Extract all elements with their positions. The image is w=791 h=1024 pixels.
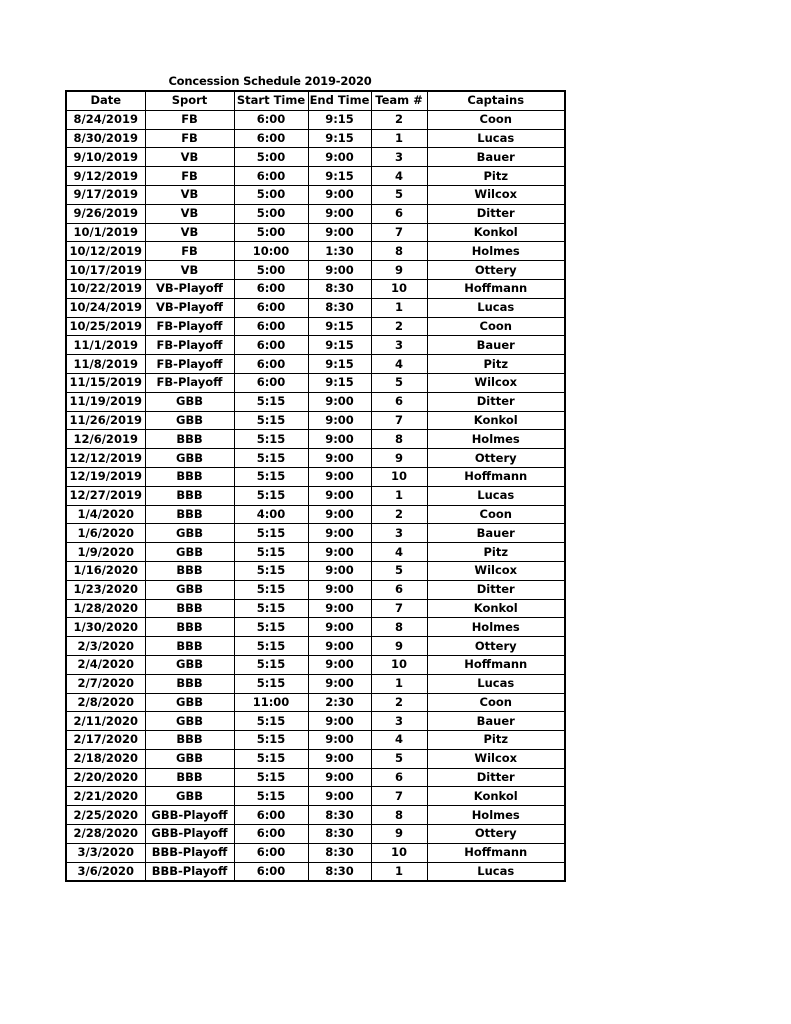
table-row [66,373,565,392]
cell-date: 1/28/2020 [66,599,145,618]
cell-sport: BBB [145,618,234,637]
cell-date: 11/26/2019 [66,411,145,430]
cell-team-number: 10 [371,467,427,486]
cell-end-time: 9:00 [308,185,371,204]
table-row [66,637,565,656]
cell-sport: BBB [145,430,234,449]
cell-sport: VB-Playoff [145,279,234,298]
cell-date: 1/30/2020 [66,618,145,637]
cell-team-number: 4 [371,167,427,186]
cell-sport: VB [145,185,234,204]
cell-end-time: 8:30 [308,825,371,844]
cell-start-time: 5:15 [234,618,308,637]
table-row [66,843,565,862]
cell-start-time: 6:00 [234,110,308,129]
cell-date: 9/12/2019 [66,167,145,186]
cell-team-number: 4 [371,355,427,374]
cell-start-time: 5:15 [234,768,308,787]
cell-captain: Ottery [427,449,565,468]
table-row [66,411,565,430]
cell-team-number: 1 [371,674,427,693]
cell-sport: VB-Playoff [145,298,234,317]
cell-sport: FB-Playoff [145,336,234,355]
cell-date: 11/15/2019 [66,373,145,392]
cell-end-time: 9:00 [308,223,371,242]
cell-team-number: 10 [371,655,427,674]
cell-sport: VB [145,223,234,242]
cell-end-time: 9:00 [308,261,371,280]
table-row [66,430,565,449]
cell-date: 11/1/2019 [66,336,145,355]
cell-sport: BBB [145,674,234,693]
cell-start-time: 6:00 [234,317,308,336]
cell-sport: FB-Playoff [145,355,234,374]
cell-start-time: 5:15 [234,486,308,505]
cell-captain: Konkol [427,411,565,430]
cell-end-time: 9:00 [308,580,371,599]
cell-end-time: 8:30 [308,843,371,862]
table-row [66,242,565,261]
cell-end-time: 9:00 [308,148,371,167]
cell-captain: Wilcox [427,561,565,580]
cell-sport: BBB-Playoff [145,843,234,862]
cell-captain: Pitz [427,731,565,750]
cell-team-number: 4 [371,731,427,750]
table-row [66,543,565,562]
cell-team-number: 2 [371,505,427,524]
table-row [66,129,565,148]
cell-captain: Lucas [427,298,565,317]
table-row [66,336,565,355]
cell-start-time: 5:00 [234,185,308,204]
header-start-time: Start Time [234,91,308,110]
table-row [66,204,565,223]
cell-date: 10/17/2019 [66,261,145,280]
cell-captain: Hoffmann [427,279,565,298]
cell-sport: BBB [145,561,234,580]
cell-sport: GBB-Playoff [145,825,234,844]
table-row [66,298,565,317]
cell-start-time: 5:15 [234,411,308,430]
cell-start-time: 6:00 [234,843,308,862]
cell-captain: Wilcox [427,749,565,768]
cell-start-time: 5:15 [234,430,308,449]
table-row [66,317,565,336]
cell-sport: GBB [145,543,234,562]
cell-captain: Coon [427,505,565,524]
header-row [66,91,565,110]
cell-sport: GBB [145,787,234,806]
table-row [66,279,565,298]
cell-date: 2/4/2020 [66,655,145,674]
cell-end-time: 9:00 [308,731,371,750]
table-row [66,223,565,242]
cell-end-time: 8:30 [308,279,371,298]
cell-captain: Holmes [427,806,565,825]
cell-date: 12/6/2019 [66,430,145,449]
table-row [66,787,565,806]
cell-end-time: 9:00 [308,505,371,524]
cell-start-time: 10:00 [234,242,308,261]
cell-sport: BBB-Playoff [145,862,234,881]
table-row [66,505,565,524]
cell-captain: Lucas [427,674,565,693]
cell-date: 9/17/2019 [66,185,145,204]
cell-end-time: 9:15 [308,317,371,336]
cell-start-time: 4:00 [234,505,308,524]
cell-sport: GBB [145,411,234,430]
cell-start-time: 5:15 [234,543,308,562]
cell-date: 3/6/2020 [66,862,145,881]
cell-end-time: 9:15 [308,167,371,186]
cell-start-time: 5:00 [234,148,308,167]
cell-team-number: 1 [371,486,427,505]
cell-end-time: 9:00 [308,392,371,411]
cell-captain: Lucas [427,486,565,505]
cell-end-time: 9:15 [308,355,371,374]
cell-start-time: 6:00 [234,167,308,186]
cell-date: 2/20/2020 [66,768,145,787]
cell-start-time: 6:00 [234,336,308,355]
cell-team-number: 7 [371,787,427,806]
cell-team-number: 8 [371,806,427,825]
cell-captain: Konkol [427,599,565,618]
cell-date: 1/6/2020 [66,524,145,543]
table-row [66,467,565,486]
cell-captain: Pitz [427,543,565,562]
cell-team-number: 6 [371,768,427,787]
table-row [66,712,565,731]
cell-date: 1/9/2020 [66,543,145,562]
cell-sport: BBB [145,467,234,486]
cell-end-time: 9:00 [308,768,371,787]
title-text: Concession Schedule 2019-2020 [168,74,372,88]
cell-end-time: 9:15 [308,110,371,129]
cell-sport: GBB-Playoff [145,806,234,825]
cell-start-time: 5:15 [234,392,308,411]
cell-captain: Ottery [427,637,565,656]
cell-start-time: 6:00 [234,825,308,844]
cell-sport: BBB [145,731,234,750]
cell-captain: Hoffmann [427,843,565,862]
cell-sport: VB [145,204,234,223]
cell-date: 2/7/2020 [66,674,145,693]
cell-captain: Konkol [427,223,565,242]
cell-captain: Lucas [427,862,565,881]
cell-date: 1/4/2020 [66,505,145,524]
cell-team-number: 10 [371,279,427,298]
cell-captain: Coon [427,317,565,336]
cell-captain: Konkol [427,787,565,806]
cell-start-time: 5:15 [234,787,308,806]
cell-captain: Bauer [427,712,565,731]
cell-sport: GBB [145,392,234,411]
cell-start-time: 6:00 [234,862,308,881]
cell-captain: Holmes [427,618,565,637]
cell-sport: GBB [145,524,234,543]
cell-team-number: 7 [371,411,427,430]
table-row [66,655,565,674]
cell-start-time: 6:00 [234,279,308,298]
cell-team-number: 2 [371,317,427,336]
cell-start-time: 5:15 [234,580,308,599]
cell-team-number: 2 [371,110,427,129]
cell-captain: Wilcox [427,373,565,392]
cell-end-time: 9:00 [308,411,371,430]
cell-start-time: 5:15 [234,674,308,693]
cell-team-number: 3 [371,336,427,355]
cell-sport: GBB [145,449,234,468]
cell-start-time: 5:15 [234,449,308,468]
schedule-table [65,90,566,882]
cell-start-time: 5:00 [234,223,308,242]
cell-date: 2/25/2020 [66,806,145,825]
cell-end-time: 9:15 [308,336,371,355]
cell-team-number: 6 [371,204,427,223]
cell-date: 2/3/2020 [66,637,145,656]
cell-date: 9/26/2019 [66,204,145,223]
cell-team-number: 5 [371,185,427,204]
cell-team-number: 7 [371,599,427,618]
cell-sport: GBB [145,693,234,712]
cell-captain: Coon [427,110,565,129]
cell-end-time: 9:00 [308,467,371,486]
cell-start-time: 6:00 [234,355,308,374]
cell-start-time: 6:00 [234,806,308,825]
cell-captain: Ditter [427,392,565,411]
cell-end-time: 9:15 [308,129,371,148]
cell-start-time: 5:00 [234,261,308,280]
table-row [66,749,565,768]
cell-sport: BBB [145,505,234,524]
cell-date: 2/8/2020 [66,693,145,712]
cell-end-time: 9:00 [308,712,371,731]
cell-start-time: 5:00 [234,204,308,223]
cell-date: 2/28/2020 [66,825,145,844]
table-row [66,674,565,693]
table-row [66,768,565,787]
cell-start-time: 5:15 [234,467,308,486]
table-row [66,561,565,580]
cell-date: 10/24/2019 [66,298,145,317]
cell-date: 1/23/2020 [66,580,145,599]
cell-team-number: 10 [371,843,427,862]
table-row [66,599,565,618]
cell-sport: GBB [145,712,234,731]
cell-captain: Ditter [427,768,565,787]
cell-sport: BBB [145,599,234,618]
table-row [66,731,565,750]
cell-captain: Holmes [427,242,565,261]
cell-captain: Bauer [427,336,565,355]
cell-sport: FB [145,242,234,261]
cell-end-time: 9:00 [308,204,371,223]
cell-end-time: 9:15 [308,373,371,392]
table-row [66,261,565,280]
cell-end-time: 9:00 [308,749,371,768]
cell-team-number: 3 [371,524,427,543]
cell-end-time: 9:00 [308,787,371,806]
table-row [66,449,565,468]
header-date: Date [66,91,145,110]
cell-team-number: 2 [371,693,427,712]
cell-date: 2/21/2020 [66,787,145,806]
cell-team-number: 9 [371,261,427,280]
cell-date: 9/10/2019 [66,148,145,167]
table-row [66,618,565,637]
table-row [66,167,565,186]
cell-start-time: 6:00 [234,298,308,317]
table-row [66,862,565,881]
cell-date: 3/3/2020 [66,843,145,862]
cell-captain: Pitz [427,355,565,374]
cell-team-number: 9 [371,637,427,656]
cell-captain: Ottery [427,261,565,280]
cell-team-number: 9 [371,449,427,468]
table-row [66,693,565,712]
cell-end-time: 2:30 [308,693,371,712]
cell-captain: Bauer [427,524,565,543]
cell-captain: Ditter [427,580,565,599]
cell-end-time: 9:00 [308,430,371,449]
cell-date: 12/19/2019 [66,467,145,486]
cell-date: 2/11/2020 [66,712,145,731]
cell-date: 11/19/2019 [66,392,145,411]
table-row [66,486,565,505]
cell-team-number: 3 [371,148,427,167]
cell-date: 1/16/2020 [66,561,145,580]
cell-team-number: 5 [371,373,427,392]
cell-sport: VB [145,261,234,280]
table-row [66,185,565,204]
cell-sport: GBB [145,580,234,599]
cell-date: 11/8/2019 [66,355,145,374]
cell-team-number: 5 [371,749,427,768]
cell-sport: BBB [145,768,234,787]
cell-end-time: 9:00 [308,486,371,505]
cell-date: 10/22/2019 [66,279,145,298]
cell-start-time: 5:15 [234,599,308,618]
cell-team-number: 1 [371,862,427,881]
header-team-number: Team # [371,91,427,110]
cell-team-number: 4 [371,543,427,562]
cell-team-number: 5 [371,561,427,580]
cell-captain: Hoffmann [427,467,565,486]
cell-team-number: 9 [371,825,427,844]
cell-team-number: 7 [371,223,427,242]
cell-team-number: 6 [371,392,427,411]
cell-captain: Lucas [427,129,565,148]
cell-date: 8/30/2019 [66,129,145,148]
cell-team-number: 1 [371,298,427,317]
cell-sport: FB-Playoff [145,317,234,336]
cell-sport: FB [145,167,234,186]
cell-team-number: 6 [371,580,427,599]
cell-sport: VB [145,148,234,167]
table-row [66,148,565,167]
cell-team-number: 1 [371,129,427,148]
cell-start-time: 5:15 [234,637,308,656]
table-row [66,355,565,374]
header-captains: Captains [427,91,565,110]
cell-start-time: 6:00 [234,373,308,392]
cell-captain: Ottery [427,825,565,844]
schedule-body [66,110,565,881]
table-row [66,580,565,599]
cell-start-time: 5:15 [234,524,308,543]
cell-captain: Holmes [427,430,565,449]
cell-end-time: 9:00 [308,599,371,618]
table-row [66,524,565,543]
cell-sport: GBB [145,655,234,674]
cell-end-time: 9:00 [308,543,371,562]
cell-sport: BBB [145,486,234,505]
cell-date: 10/25/2019 [66,317,145,336]
table-row [66,806,565,825]
cell-end-time: 9:00 [308,449,371,468]
cell-start-time: 11:00 [234,693,308,712]
cell-end-time: 9:00 [308,524,371,543]
cell-captain: Bauer [427,148,565,167]
cell-start-time: 5:15 [234,561,308,580]
cell-date: 10/12/2019 [66,242,145,261]
cell-team-number: 3 [371,712,427,731]
cell-captain: Hoffmann [427,655,565,674]
table-row [66,392,565,411]
cell-sport: FB [145,129,234,148]
cell-end-time: 9:00 [308,674,371,693]
cell-captain: Ditter [427,204,565,223]
cell-date: 10/1/2019 [66,223,145,242]
cell-sport: FB-Playoff [145,373,234,392]
cell-date: 2/18/2020 [66,749,145,768]
cell-start-time: 5:15 [234,749,308,768]
cell-end-time: 9:00 [308,561,371,580]
cell-end-time: 8:30 [308,862,371,881]
cell-start-time: 6:00 [234,129,308,148]
cell-date: 2/17/2020 [66,731,145,750]
cell-captain: Wilcox [427,185,565,204]
cell-date: 12/27/2019 [66,486,145,505]
cell-start-time: 5:15 [234,731,308,750]
cell-end-time: 8:30 [308,298,371,317]
cell-sport: BBB [145,637,234,656]
cell-start-time: 5:15 [234,655,308,674]
cell-captain: Coon [427,693,565,712]
cell-end-time: 9:00 [308,618,371,637]
page-title [0,74,540,88]
cell-end-time: 9:00 [308,637,371,656]
cell-date: 12/12/2019 [66,449,145,468]
cell-date: 8/24/2019 [66,110,145,129]
cell-end-time: 8:30 [308,806,371,825]
cell-start-time: 5:15 [234,712,308,731]
cell-team-number: 8 [371,430,427,449]
cell-team-number: 8 [371,618,427,637]
cell-team-number: 8 [371,242,427,261]
cell-end-time: 1:30 [308,242,371,261]
cell-captain: Pitz [427,167,565,186]
header-end-time: End Time [308,91,371,110]
cell-sport: FB [145,110,234,129]
table-row [66,110,565,129]
table-row [66,825,565,844]
header-sport: Sport [145,91,234,110]
cell-sport: GBB [145,749,234,768]
cell-end-time: 9:00 [308,655,371,674]
